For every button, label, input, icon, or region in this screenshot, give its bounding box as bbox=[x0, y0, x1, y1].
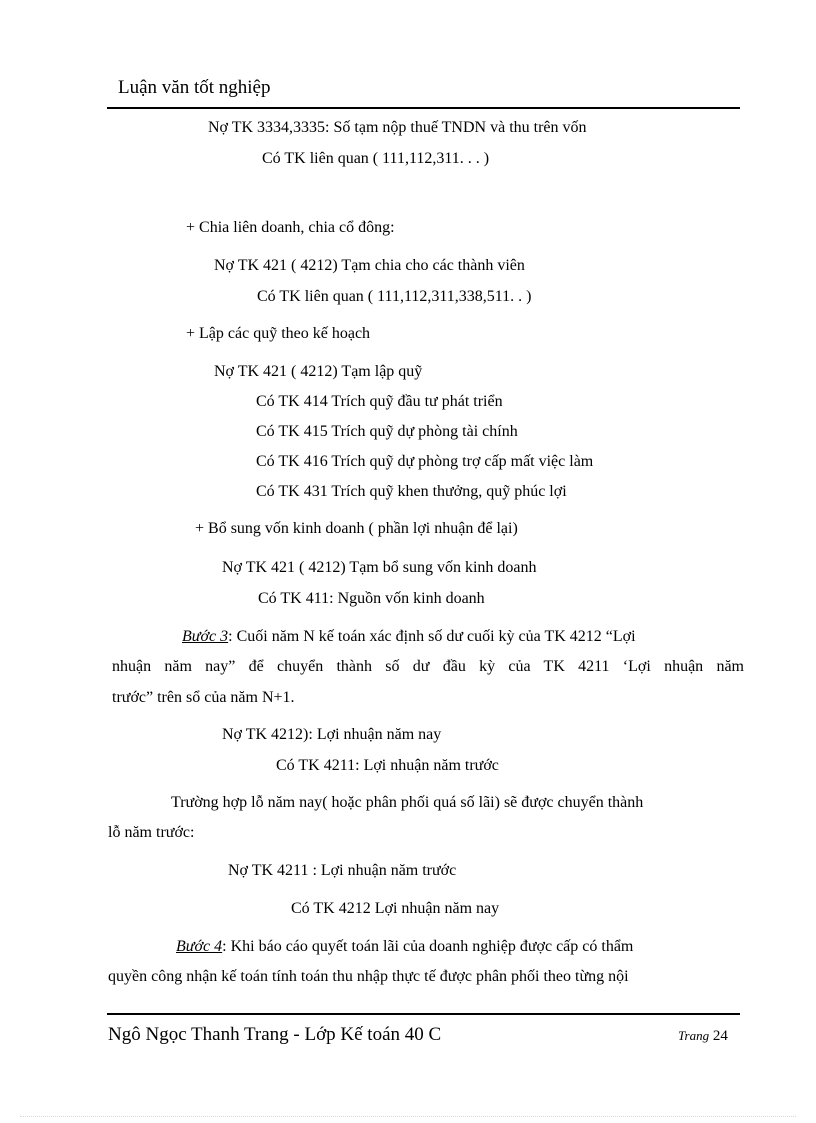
footer-page bbox=[678, 1028, 728, 1045]
body-line: Có TK 416 Trích quỹ dự phòng trợ cấp mất việc làm bbox=[256, 453, 594, 470]
body-line: + Chia liên doanh, chia cổ đông: bbox=[186, 219, 395, 236]
body-line: Có TK 4211: Lợi nhuận năm trước bbox=[276, 757, 499, 774]
body-line: Có TK 414 Trích quỹ đầu tư phát triển bbox=[256, 393, 503, 410]
step4-line-2: quyền công nhận kế toán tính toán thu nhập thực tế được phân phối theo từng nội bbox=[108, 968, 629, 985]
body-line: Có TK liên quan ( 111,112,311. . . ) bbox=[262, 150, 490, 167]
page-word: Trang bbox=[678, 1028, 710, 1043]
page-number: 24 bbox=[712, 1028, 728, 1044]
step4-line-1 bbox=[176, 937, 633, 957]
body-line: Có TK 411: Nguồn vốn kinh doanh bbox=[258, 590, 485, 607]
body-line: Nợ TK 421 ( 4212) Tạm lập quỹ bbox=[214, 363, 423, 380]
step4-label: Bước 4 bbox=[176, 938, 223, 955]
body-line: Nợ TK 3334,3335: Số tạm nộp thuế TNDN và thu trên vốn bbox=[208, 119, 587, 136]
step3-text-1: : Cuối năm N kế toán xác định số dư cuối kỳ của TK 4212 “Lợi bbox=[228, 628, 636, 645]
footer-rule bbox=[107, 1013, 740, 1015]
body-line: Có TK 431 Trích quỹ khen thưởng, quỹ phúc lợi bbox=[256, 483, 567, 500]
step3-line-2: nhuận năm nay” để chuyển thành số dư đầu kỳ của TK 4211 ‘Lợi nhuận năm bbox=[112, 658, 744, 675]
header-rule bbox=[107, 107, 740, 109]
step3-line-3: trước” trên sổ của năm N+1. bbox=[112, 689, 295, 706]
body-line: Có TK liên quan ( 111,112,311,338,511. . ) bbox=[257, 288, 532, 305]
step3-label: Bước 3 bbox=[182, 628, 229, 645]
bottom-dotted-border bbox=[20, 1116, 796, 1117]
body-line: Có TK 415 Trích quỹ dự phòng tài chính bbox=[256, 423, 518, 440]
loss-line-1: Trường hợp lỗ năm nay( hoặc phân phối quá số lãi) sẽ được chuyển thành bbox=[171, 794, 644, 811]
body-line: Nợ TK 4212): Lợi nhuận năm nay bbox=[222, 726, 442, 743]
body-line: + Bổ sung vốn kinh doanh ( phần lợi nhuận để lại) bbox=[195, 520, 518, 537]
body-line: Nợ TK 421 ( 4212) Tạm bổ sung vốn kinh doanh bbox=[222, 559, 537, 576]
loss-line-2: lỗ năm trước: bbox=[108, 824, 195, 841]
footer-author: Ngô Ngọc Thanh Trang - Lớp Kế toán 40 C bbox=[108, 1024, 442, 1045]
body-line: + Lập các quỹ theo kế hoạch bbox=[186, 325, 371, 342]
page-header-title: Luận văn tốt nghiệp bbox=[118, 77, 271, 98]
step3-line-1 bbox=[182, 627, 636, 647]
step4-text-1: : Khi báo cáo quyết toán lãi của doanh nghiệp được cấp có thẩm bbox=[222, 938, 634, 955]
body-line: Có TK 4212 Lợi nhuận năm nay bbox=[291, 900, 500, 917]
body-line: Nợ TK 421 ( 4212) Tạm chia cho các thành viên bbox=[214, 257, 525, 274]
body-line: Nợ TK 4211 : Lợi nhuận năm trước bbox=[228, 862, 457, 879]
